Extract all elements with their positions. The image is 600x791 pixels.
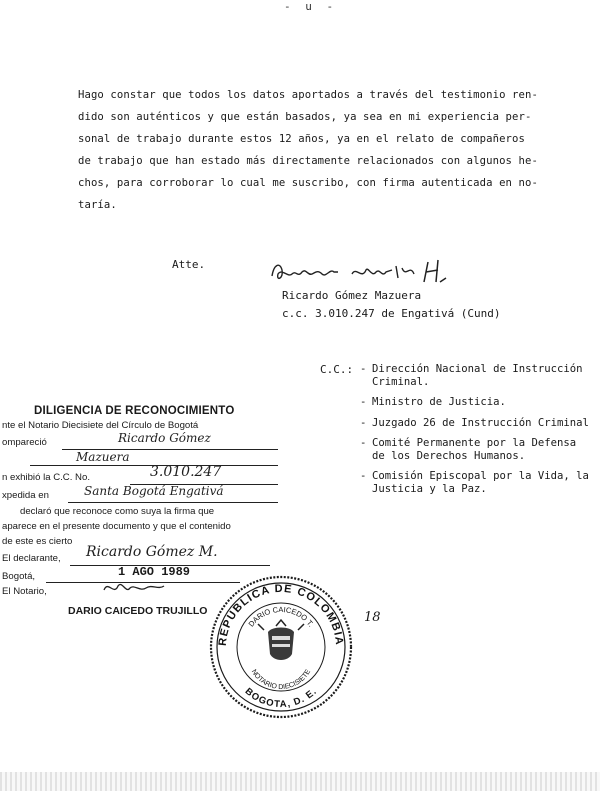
body-line: Hago constar que todos los datos aportados a través del testimonio ren- — [78, 89, 538, 101]
body-line: taría. — [78, 199, 117, 211]
declaration-body — [78, 84, 558, 216]
stamp-handwritten-name: Ricardo Gómez — [118, 431, 211, 445]
signer-name: Ricardo Gómez Mazuera — [282, 289, 422, 302]
svg-text:NOTARIO DIECISIETE — [250, 668, 313, 691]
stamp-handwritten-place: Santa Bogotá Engativá — [84, 484, 224, 498]
stamp-label-expedida: xpedida en — [2, 490, 49, 501]
notary-printed-name: DARIO CAICEDO TRUJILLO — [68, 605, 208, 617]
notary-signature — [100, 576, 170, 600]
cc-item-text: - Comisión Episcopal por la Vida, la Justicia y la Paz. — [372, 470, 589, 495]
seal-outer-bottom: BOGOTA, D. E. — [242, 685, 320, 711]
signature-ricardo-gomez — [268, 256, 458, 290]
body-line: sonal de trabajo durante estos 12 años, ya en el relato de compañeros — [78, 133, 525, 145]
stamp-rule — [68, 502, 278, 503]
stamp-line-cierto: de este es cierto — [2, 536, 73, 547]
cc-list — [360, 363, 592, 503]
body-line: de trabajo que han estado más directamente relacionados con algunos he- — [78, 155, 538, 167]
seal-inner-bottom: NOTARIO DIECISIETE — [249, 668, 313, 692]
stamp-label-notario: El Notario, — [2, 586, 47, 597]
stamp-title: DILIGENCIA DE RECONOCIMIENTO — [34, 405, 235, 417]
signer-id: c.c. 3.010.247 de Engativá (Cund) — [282, 307, 501, 320]
cc-item — [360, 470, 592, 495]
cc-item — [360, 363, 592, 388]
cc-item — [360, 396, 592, 409]
scan-bottom-edge — [0, 772, 600, 791]
body-line: dido son auténticos y que están basados, ya sea en mi experiencia per- — [78, 111, 532, 123]
stamp-label-declarante: El declarante, — [2, 553, 61, 564]
stamp-label-cc: n exhibió la C.C. No. — [2, 472, 90, 483]
cc-item — [360, 437, 592, 462]
closing-atte: Atte. — [172, 258, 206, 271]
stamp-line-declaro: declaró que reconoce como suya la firma que — [20, 506, 215, 517]
cc-label: C.C.: — [320, 363, 354, 376]
cc-item-text: Ministro de Justicia. — [372, 396, 506, 408]
seal-inner-top: DARIO CAICEDO T. — [246, 605, 316, 629]
page-header-mark: - u - — [284, 0, 338, 13]
coat-of-arms-icon — [258, 620, 304, 660]
notary-seal — [206, 572, 356, 722]
stamp-label-comparecio: ompareció — [2, 437, 47, 448]
stamp-line-aparece: aparece en el presente documento y que el contenido — [2, 521, 231, 532]
stamp-date: 1 AGO 1989 — [118, 565, 191, 579]
seal-outer-text: REPUBLICA DE COLOMBIA — [216, 582, 346, 647]
stamp-handwritten-surname: Mazuera — [76, 450, 130, 464]
cc-item — [360, 417, 592, 430]
stamp-declarante-signature: Ricardo Gómez M. — [86, 544, 218, 560]
body-line: chos, para corroborar lo cual me suscribo, con firma autenticada en no- — [78, 177, 538, 189]
cc-item-text: - Comité Permanente por la Defensa de los Derechos Humanos. — [372, 437, 577, 462]
cc-item-text: - Dirección Nacional de Instrucción Criminal. — [372, 363, 583, 388]
stamp-label-bogota: Bogotá, — [2, 571, 36, 582]
stamp-handwritten-cc-number: 3.010.247 — [150, 464, 222, 480]
cc-item-text: Juzgado 26 de Instrucción Criminal — [372, 416, 589, 429]
stamp-line-notary: nte el Notario Diecisiete del Círculo de Bogotá — [2, 420, 199, 431]
marginal-number: 18 — [364, 610, 381, 625]
svg-text:DARIO CAICEDO T. — [247, 605, 316, 628]
